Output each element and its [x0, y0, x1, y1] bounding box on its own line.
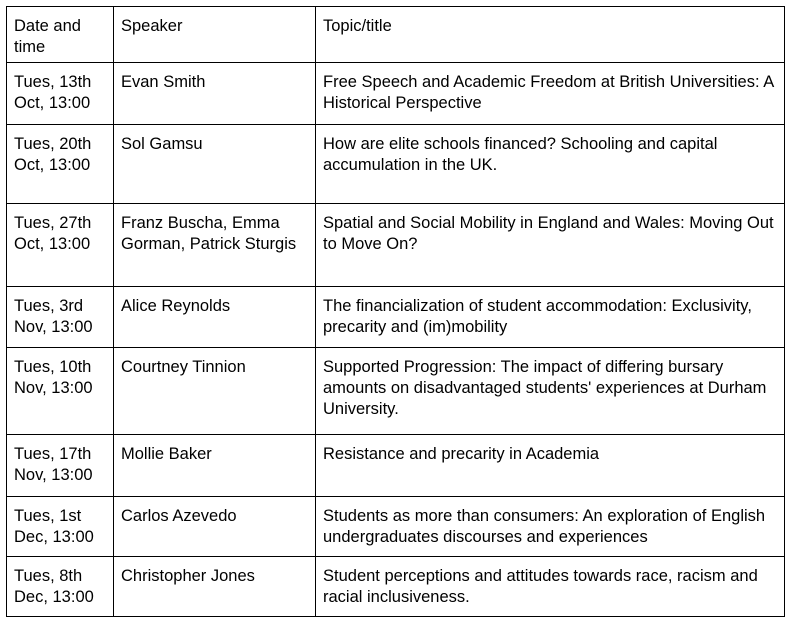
- cell-date: Tues, 17th Nov, 13:00: [7, 435, 114, 497]
- cell-topic: Free Speech and Academic Freedom at British Universities: A Historical Perspective: [316, 63, 785, 125]
- table-row: [7, 125, 785, 204]
- cell-date: Tues, 1st Dec, 13:00: [7, 497, 114, 557]
- table-row: [7, 348, 785, 435]
- seminar-schedule-table: [6, 6, 785, 617]
- cell-speaker: Courtney Tinnion: [114, 348, 316, 435]
- cell-date: Tues, 13th Oct, 13:00: [7, 63, 114, 125]
- cell-date: Tues, 20th Oct, 13:00: [7, 125, 114, 204]
- table-row: [7, 287, 785, 348]
- cell-speaker: Franz Buscha, Emma Gorman, Patrick Sturgis: [114, 204, 316, 287]
- header-date-time: Date and time: [7, 7, 114, 63]
- table-row: [7, 435, 785, 497]
- cell-speaker: Mollie Baker: [114, 435, 316, 497]
- cell-speaker: Christopher Jones: [114, 557, 316, 617]
- table-header-row: [7, 7, 785, 63]
- cell-speaker: Evan Smith: [114, 63, 316, 125]
- table-row: [7, 204, 785, 287]
- cell-topic: Spatial and Social Mobility in England and Wales: Moving Out to Move On?: [316, 204, 785, 287]
- cell-topic: Resistance and precarity in Academia: [316, 435, 785, 497]
- cell-speaker: Carlos Azevedo: [114, 497, 316, 557]
- header-topic: Topic/title: [316, 7, 785, 63]
- cell-speaker: Sol Gamsu: [114, 125, 316, 204]
- cell-topic: The financialization of student accommodation: Exclusivity, precarity and (im)mobility: [316, 287, 785, 348]
- cell-topic: Supported Progression: The impact of differing bursary amounts on disadvantaged students' experiences at Durham University.: [316, 348, 785, 435]
- cell-topic: Student perceptions and attitudes towards race, racism and racial inclusiveness.: [316, 557, 785, 617]
- cell-date: Tues, 10th Nov, 13:00: [7, 348, 114, 435]
- cell-date: Tues, 27th Oct, 13:00: [7, 204, 114, 287]
- cell-date: Tues, 3rd Nov, 13:00: [7, 287, 114, 348]
- header-speaker: Speaker: [114, 7, 316, 63]
- cell-topic: Students as more than consumers: An exploration of English undergraduates discourses and experiences: [316, 497, 785, 557]
- table-row: [7, 497, 785, 557]
- table-row: [7, 63, 785, 125]
- cell-speaker: Alice Reynolds: [114, 287, 316, 348]
- table-row: [7, 557, 785, 617]
- cell-topic: How are elite schools financed? Schooling and capital accumulation in the UK.: [316, 125, 785, 204]
- cell-date: Tues, 8th Dec, 13:00: [7, 557, 114, 617]
